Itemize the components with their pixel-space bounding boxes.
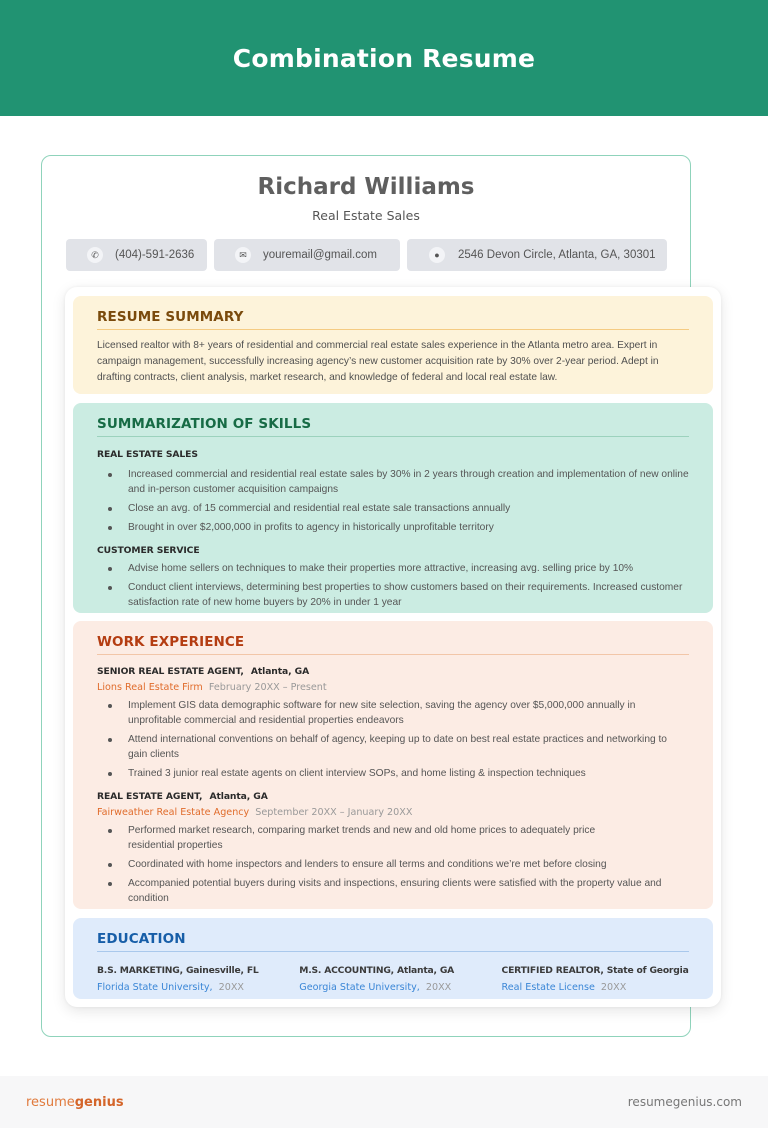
list-item: Increased commercial and residential real estate sales by 30% in 2 years through creation and implementation of new online and in-person customer acquisition campaigns <box>107 467 689 497</box>
contact-email <box>214 239 400 271</box>
contact-address <box>407 239 667 271</box>
education-grid <box>97 965 689 993</box>
list-item: Advise home sellers on techniques to make their properties more attractive, increasing avg. selling price by 10% <box>107 561 689 576</box>
list-item: Brought in over $2,000,000 in profits to agency in historically unprofitable territory <box>107 520 689 535</box>
degree-line <box>97 965 299 976</box>
section-title: SUMMARIZATION OF SKILLS <box>97 403 689 437</box>
section-resume-summary <box>73 296 713 394</box>
list-item: Trained 3 junior real estate agents on client interview SOPs, and home listing & inspection techniques <box>107 766 689 781</box>
list-item: Performed market research, comparing market trends and new and old home prices to adequately price residential properties <box>107 823 689 853</box>
school-line <box>97 982 299 993</box>
list-item: Conduct client interviews, determining best properties to show customers based on their requirements. Increased customer satisfaction rate of new home buyers by 20% in under 1 year <box>107 580 689 610</box>
job-meta <box>97 682 689 693</box>
banner-title: Combination Resume <box>232 43 536 73</box>
job-role: SENIOR REAL ESTATE AGENT, <box>97 666 244 677</box>
education-entry <box>299 965 501 993</box>
degree-location: Gainesville, FL <box>185 965 259 976</box>
summary-text: Licensed realtor with 8+ years of residential and commercial real estate sales experience in the Atlanta metro area. Expert in campaign management, successfully increasing agency’s new customer acquisition rate by 30% over 2-year period. Adept in drafting contracts, client analysis, market research, and knowledge of federal and local real estate law. <box>97 340 659 383</box>
section-education <box>73 918 713 999</box>
phone-value: (404)-591-2636 <box>115 249 195 261</box>
email-value: youremail@gmail.com <box>263 249 377 261</box>
section-title: WORK EXPERIENCE <box>97 621 689 655</box>
list-item: Attend international conventions on behalf of agency, keeping up to date on best real estate practices and networking to gain clients <box>107 732 689 762</box>
list-item: Close an avg. of 15 commercial and residential real estate sale transactions annually <box>107 501 689 516</box>
degree: CERTIFIED REALTOR, <box>501 965 604 976</box>
list-item: Implement GIS data demographic software for new site selection, saving the agency over $5,000,000 annually in unprofitable commercial and residential properties endeavors <box>107 698 689 728</box>
skill-list <box>107 561 689 610</box>
job-location: Atlanta, GA <box>250 666 310 677</box>
job-role: REAL ESTATE AGENT, <box>97 791 203 802</box>
brand-bold: genius <box>74 1094 124 1110</box>
school-line <box>299 982 501 993</box>
job-company: Lions Real Estate Firm <box>97 682 203 693</box>
job-dates: February 20XX – Present <box>208 682 327 693</box>
job-bullets <box>107 823 689 906</box>
degree-location: State of Georgia <box>606 965 689 976</box>
year: 20XX <box>600 982 627 993</box>
footer <box>0 1076 768 1128</box>
top-banner <box>0 0 768 116</box>
section-title: EDUCATION <box>97 918 689 952</box>
degree-location: Atlanta, GA <box>396 965 455 976</box>
year: 20XX <box>218 982 244 993</box>
degree: M.S. ACCOUNTING, <box>299 965 394 976</box>
education-entry <box>97 965 299 993</box>
contact-phone <box>66 239 207 271</box>
section-skills <box>73 403 713 613</box>
job-meta <box>97 807 689 818</box>
school: Real Estate License <box>501 982 595 993</box>
skill-group-heading: CUSTOMER SERVICE <box>97 545 200 556</box>
section-work-experience <box>73 621 713 909</box>
job-location: Atlanta, GA <box>209 791 268 802</box>
skill-list <box>107 467 689 535</box>
candidate-title: Real Estate Sales <box>312 208 420 223</box>
candidate-name: Richard Williams <box>257 174 475 200</box>
school: Florida State University, <box>97 982 213 993</box>
site-link[interactable]: resumegenius.com <box>627 1095 742 1109</box>
school-line <box>502 982 689 993</box>
section-title: RESUME SUMMARY <box>97 296 689 330</box>
list-item: Accompanied potential buyers during visits and inspections, ensuring clients were satisfied with the property value and condition <box>107 876 689 906</box>
list-item: Coordinated with home inspectors and lenders to ensure all terms and conditions we’re met before closing <box>107 857 689 872</box>
job-dates: September 20XX – January 20XX <box>255 807 413 818</box>
school: Georgia State University, <box>299 982 420 993</box>
job-bullets <box>107 698 689 781</box>
year: 20XX <box>425 982 452 993</box>
degree: B.S. MARKETING, <box>97 965 183 976</box>
education-entry <box>502 965 689 993</box>
brand-logo[interactable] <box>26 1095 124 1110</box>
phone-icon: ✆ <box>87 247 103 263</box>
degree-line <box>299 965 501 976</box>
address-value: 2546 Devon Circle, Atlanta, GA, 30301 <box>458 249 656 261</box>
email-icon: ✉ <box>235 247 251 263</box>
job-company: Fairweather Real Estate Agency <box>97 807 250 818</box>
job-heading <box>97 666 689 677</box>
degree-line <box>502 965 689 976</box>
location-pin-icon: ● <box>429 247 445 263</box>
brand-light: resume <box>26 1094 75 1110</box>
job-heading <box>97 791 689 802</box>
skill-group-heading: REAL ESTATE SALES <box>97 449 198 460</box>
